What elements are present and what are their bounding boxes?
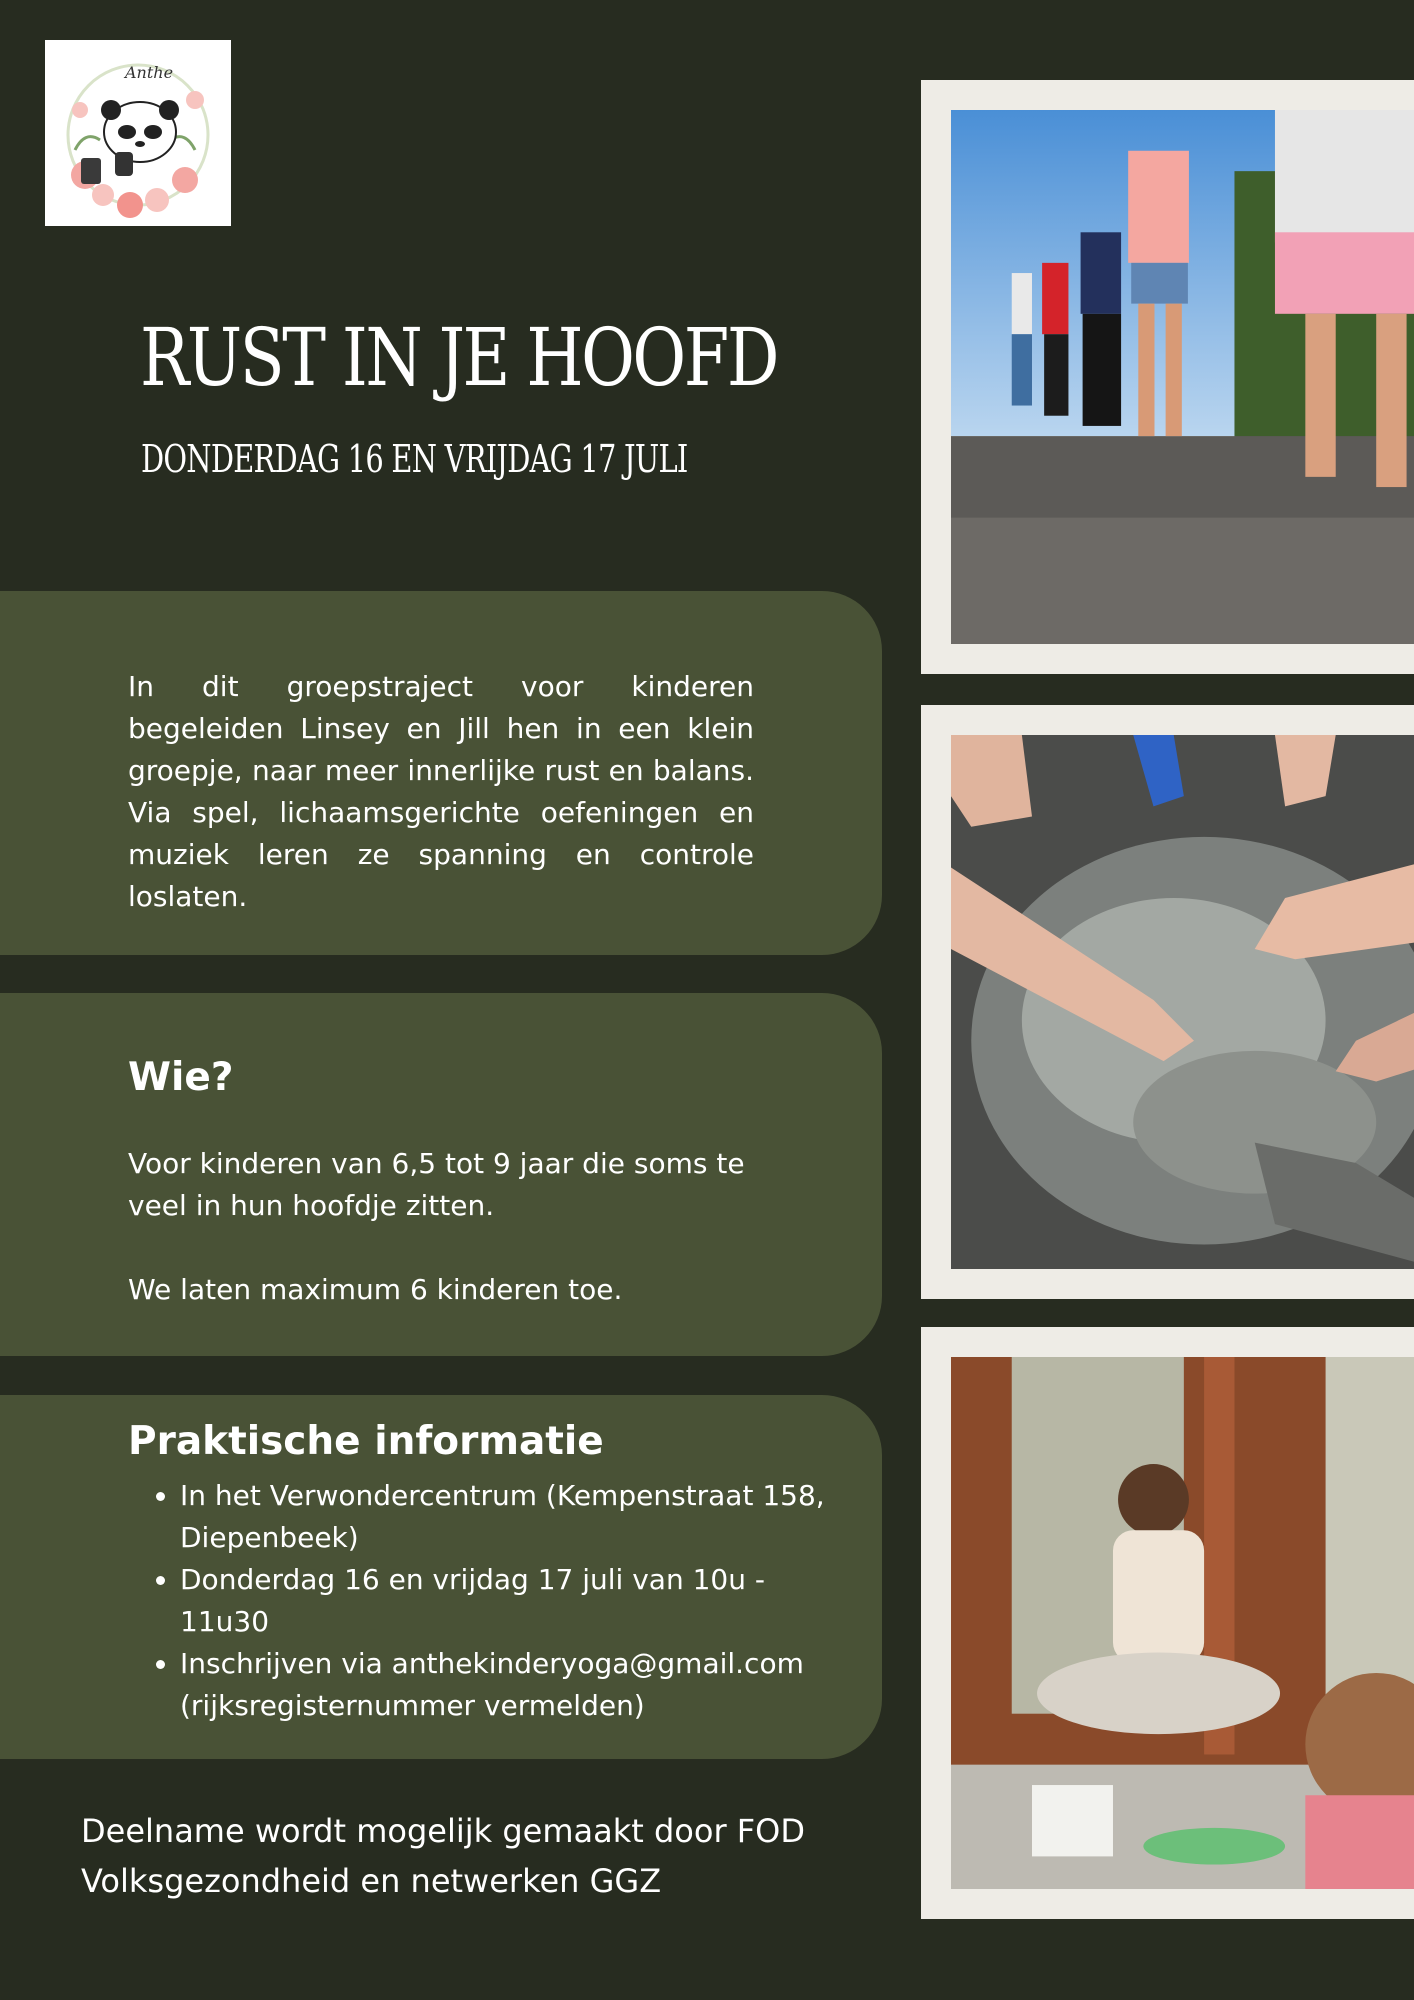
intro-text: In dit groepstraject voor kinderen begeleiden Linsey en Jill hen in een klein groepje, naar meer innerlijke rust en balans. Via spel, lichaamsgerichte oefeningen en muziek leren ze spanning en controle loslaten. — [128, 670, 754, 913]
page-subtitle: DONDERDAG 16 EN VRIJDAG 17 JULI — [141, 437, 688, 481]
page-title: RUST IN JE HOOFD — [140, 311, 777, 404]
photo-children-walking-image — [951, 110, 1414, 644]
who-panel — [0, 993, 882, 1356]
info-list — [128, 1475, 842, 1727]
info-item-date: • Donderdag 16 en vrijdag 17 juli van 10u - 11u30 — [180, 1559, 842, 1643]
logo-text: Anthe — [125, 63, 174, 82]
info-heading: Praktische informatie — [128, 1419, 604, 1464]
photo-hands-in-mud — [951, 735, 1414, 1269]
info-panel — [0, 1395, 882, 1759]
logo — [45, 40, 231, 226]
who-text-max: We laten maximum 6 kinderen toe. — [128, 1273, 623, 1306]
photo-frame-2 — [921, 705, 1414, 1299]
photo-frame-3 — [921, 1327, 1414, 1919]
footer-text: Deelname wordt mogelijk gemaakt door FOD Volksgezondheid en netwerken GGZ — [81, 1812, 805, 1900]
photo-yoga-session-image — [951, 1357, 1414, 1889]
photo-yoga-session — [951, 1357, 1414, 1889]
intro-panel — [0, 591, 882, 955]
info-item-location: • In het Verwondercentrum (Kempenstraat 158, Diepenbeek) — [180, 1475, 842, 1559]
photo-children-walking — [951, 110, 1414, 644]
info-item-registration: • Inschrijven via anthekinderyoga@gmail.com (rijksregisternummer vermelden) — [180, 1643, 842, 1727]
panda-flower-logo-icon — [45, 40, 231, 226]
who-heading: Wie? — [128, 1055, 234, 1100]
photo-hands-in-mud-image — [951, 735, 1414, 1269]
photo-frame-1 — [921, 80, 1414, 674]
who-text-age: Voor kinderen van 6,5 tot 9 jaar die soms te veel in hun hoofdje zitten. — [128, 1147, 745, 1222]
